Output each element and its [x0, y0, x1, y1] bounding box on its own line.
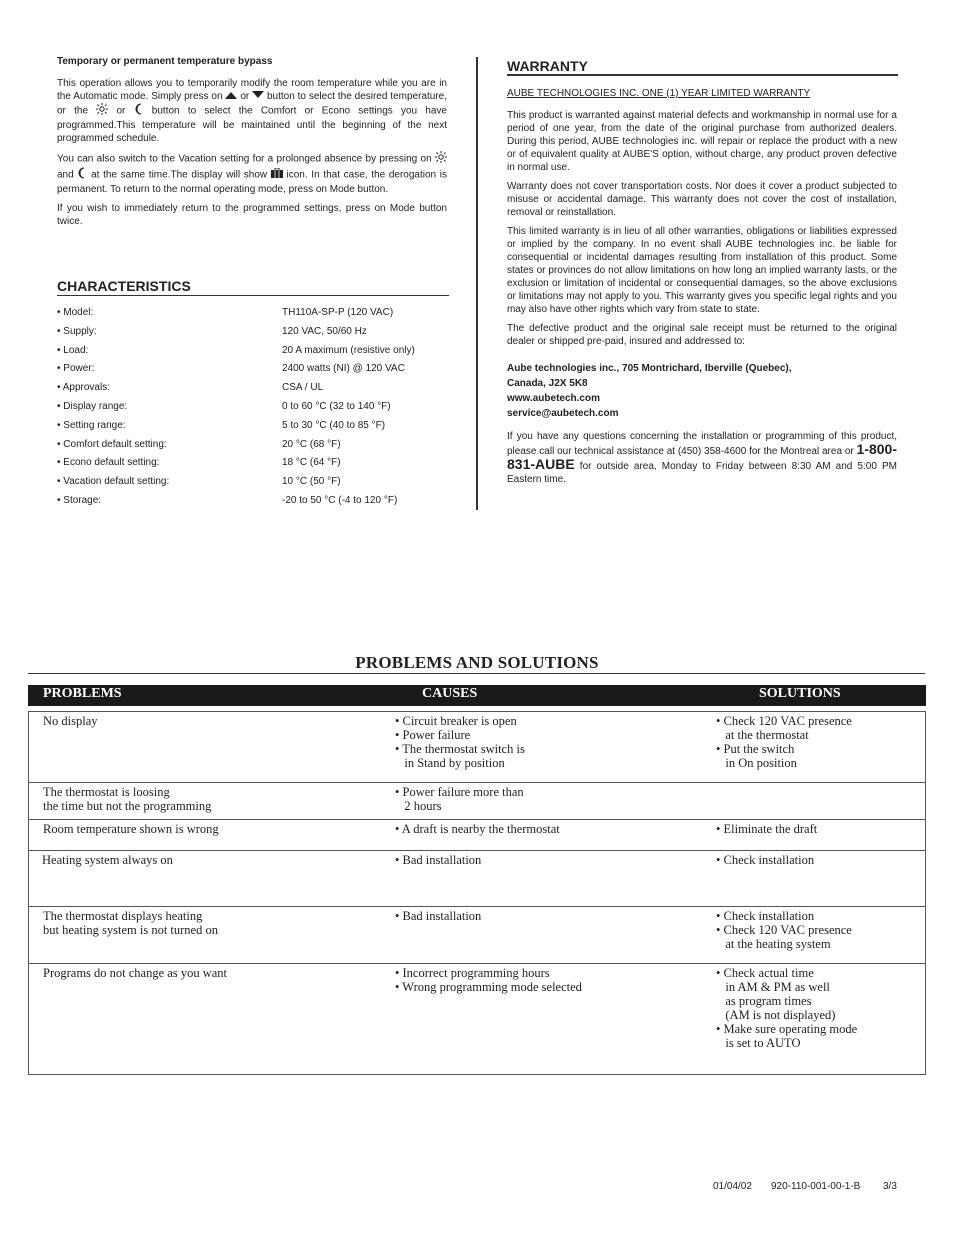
- problems-title: PROBLEMS AND SOLUTIONS: [355, 653, 599, 672]
- characteristic-row: [57, 420, 457, 434]
- warranty-email[interactable]: service@aubetech.com: [507, 408, 619, 419]
- sun-icon: [435, 151, 447, 167]
- problem-cell: Heating system always on: [42, 853, 173, 867]
- warranty-address-1: Aube technologies inc., 705 Montrichard, Iberville (Quebec),: [507, 363, 792, 374]
- suitcase-icon: [271, 168, 283, 182]
- causes-cell: • Bad installation: [395, 853, 482, 867]
- characteristic-label: • Load:: [57, 344, 89, 356]
- characteristic-value: 0 to 60 °C (32 to 140 °F): [282, 401, 391, 412]
- characteristic-row: [57, 439, 457, 453]
- table-row: [28, 966, 925, 1073]
- bypass-p1-c: button to select the Comfort or Econo settings you have programmed.This temperature will be maintained until the beginning of the next programmed schedule.: [57, 105, 447, 145]
- characteristic-value: 20 °C (68 °F): [282, 438, 341, 450]
- warranty-phone: 1-800-831-AUBE: [507, 441, 897, 472]
- bypass-p2-and: and: [57, 169, 74, 181]
- footer-date: 01/04/02: [713, 1181, 752, 1192]
- warranty-subtitle: AUBE TECHNOLOGIES INC. ONE (1) YEAR LIMITED WARRANTY: [507, 88, 811, 99]
- problem-cell: Programs do not change as you want: [43, 966, 227, 980]
- causes-cell: • Circuit breaker is open • Power failure • The thermostat switch is in Stand by position: [395, 714, 525, 770]
- warranty-paragraph-2: Warranty does not cover transportation costs. Nor does it cover a product subjected to misuse or accidental damage. This warranty does not cover the cost of installation, removal or reinstallation.: [507, 181, 897, 218]
- bypass-section: [57, 55, 447, 228]
- solutions-cell: • Check installation • Check 120 VAC presence at the heating system: [716, 909, 852, 951]
- characteristic-value: CSA / UL: [282, 382, 324, 394]
- down-arrow-icon: [252, 90, 264, 103]
- characteristic-label: • Setting range:: [57, 419, 126, 431]
- causes-cell: • Incorrect programming hours • Wrong programming mode selected: [395, 966, 582, 994]
- header-solutions: SOLUTIONS: [759, 686, 841, 701]
- characteristic-row: [57, 345, 457, 359]
- causes-cell: • Bad installation: [395, 909, 482, 923]
- header-causes: CAUSES: [422, 686, 478, 701]
- problems-header-bar: [28, 685, 926, 706]
- characteristic-value: 5 to 30 °C (40 to 85 °F): [282, 419, 386, 431]
- characteristic-label: • Supply:: [57, 325, 97, 337]
- solutions-cell: • Check actual time in AM & PM as well as program times (AM is not displayed) • Make sure operating mode is set to AUTO: [716, 966, 858, 1050]
- problem-cell: The thermostat displays heating but heating system is not turned on: [43, 909, 218, 937]
- characteristic-row: [57, 307, 457, 321]
- warranty-title: WARRANTY: [507, 58, 588, 74]
- sun-icon: [96, 103, 108, 119]
- characteristics-title: CHARACTERISTICS: [57, 278, 191, 294]
- causes-cell: • A draft is nearby the thermostat: [395, 822, 560, 836]
- characteristic-value: 120 VAC, 50/60 Hz: [282, 325, 367, 337]
- characteristic-row: [57, 326, 457, 340]
- header-problems: PROBLEMS: [43, 686, 122, 701]
- bypass-p1-or: or: [240, 91, 250, 103]
- footer-page: 3/3: [883, 1181, 897, 1192]
- bypass-title: Temporary or permanent temperature bypass: [57, 56, 273, 67]
- characteristic-row: [57, 495, 457, 509]
- warranty-paragraph-3: This limited warranty is in lieu of all other warranties, obligations or liabilities expressed or implied by the company. In no event shall AUBE technologies inc. be liable for consequential or incidental damages resulting from installation of this product. Some states or provinces do not allow limitations on how long an implied warranty lasts, or the exclusion or limitation of incidental or consequential damages, so the above exclusions or limitations may not apply to you. This warranty gives you specific legal rights and you may also have other rights which vary from state to state.: [507, 226, 897, 315]
- characteristic-value: 18 °C (64 °F): [282, 457, 341, 469]
- characteristic-label: • Approvals:: [57, 382, 110, 394]
- characteristic-row: [57, 363, 457, 377]
- characteristic-label: • Display range:: [57, 401, 128, 412]
- characteristic-label: • Econo default setting:: [57, 457, 160, 469]
- problem-cell: Room temperature shown is wrong: [43, 822, 219, 836]
- column-divider: [476, 57, 478, 510]
- bypass-p2-b: at the same time.The display will show: [91, 169, 268, 181]
- characteristic-label: • Power:: [57, 363, 95, 375]
- warranty-paragraph-1: This product is warranted against material defects and workmanship in normal use for a period of one year, from the date of the original purchase from authorized dealers. During this period, AUBE technologies inc. will repair or replace the product with a new or of equivalent quality at AUBE'S option, without charge, any product proven defective in normal use.: [507, 110, 897, 173]
- warranty-section: [507, 87, 897, 486]
- bypass-p2-c: icon. In that case, the derogation is permanent. To return to the normal operating mode, press on Mode button.: [57, 169, 448, 196]
- bypass-p1-or2: or: [116, 105, 126, 117]
- problems-title-rule: [28, 673, 925, 674]
- solutions-cell: • Eliminate the draft: [716, 822, 818, 836]
- characteristic-row: [57, 457, 457, 471]
- characteristic-label: • Model:: [57, 307, 94, 318]
- characteristic-row: [57, 476, 457, 490]
- warranty-paragraph-5: [507, 430, 897, 486]
- table-row: [28, 714, 925, 783]
- problem-cell: No display: [43, 714, 98, 728]
- warranty-p5-a: If you have any questions concerning the installation or programming of this product, please call our technical assistance at (450) 358-4600 for the Montreal area or: [507, 431, 897, 457]
- table-row: [28, 853, 925, 907]
- footer-code: 920-110-001-00-1-B: [771, 1181, 861, 1192]
- warranty-address-2: Canada, J2X 5K8: [507, 378, 588, 389]
- bypass-paragraph-1: [57, 77, 447, 145]
- characteristic-value: 10 °C (50 °F): [282, 476, 341, 488]
- characteristic-label: • Storage:: [57, 495, 102, 506]
- characteristic-value: 2400 watts (NI) @ 120 VAC: [282, 363, 405, 375]
- causes-cell: • Power failure more than 2 hours: [395, 785, 524, 813]
- moon-icon: [134, 103, 144, 119]
- solutions-cell: • Check installation: [716, 853, 815, 867]
- up-arrow-icon: [225, 90, 237, 103]
- table-row: [28, 909, 925, 964]
- characteristic-row: [57, 401, 457, 415]
- characteristics-rule: [57, 295, 449, 296]
- warranty-p5-b: for outside area, Monday to Friday between 8:30 AM and 5:00 PM Eastern time.: [507, 461, 897, 485]
- problem-cell: The thermostat is loosing the time but not the programming: [43, 785, 212, 813]
- characteristic-value: 20 A maximum (resistive only): [282, 344, 415, 356]
- bypass-p1-b: button to select the desired temperature, or the: [57, 91, 447, 117]
- warranty-website[interactable]: www.aubetech.com: [507, 393, 600, 404]
- bypass-paragraph-3: If you wish to immediately return to the programmed settings, press on Mode button twice.: [57, 203, 447, 228]
- table-row: [28, 822, 925, 851]
- characteristic-row: [57, 382, 457, 396]
- bypass-paragraph-2: [57, 151, 447, 196]
- solutions-cell: • Check 120 VAC presence at the thermostat • Put the switch in On position: [716, 714, 852, 770]
- table-row: [28, 785, 925, 820]
- bypass-p2-a: You can also switch to the Vacation setting for a prolonged absence by pressing on: [57, 153, 432, 165]
- characteristic-value: TH110A-SP-P (120 VAC): [282, 307, 394, 318]
- warranty-paragraph-4: The defective product and the original sale receipt must be returned to the original dealer or shipped pre-paid, insured and addressed to:: [507, 323, 897, 347]
- characteristic-label: • Vacation default setting:: [57, 476, 170, 488]
- warranty-rule: [507, 74, 898, 76]
- bypass-p1-a: This operation allows you to temporarily modify the room temperature while you are in the Automatic mode. Simply press on: [57, 78, 447, 103]
- characteristic-label: • Comfort default setting:: [57, 438, 167, 450]
- characteristic-value: -20 to 50 °C (-4 to 120 °F): [282, 495, 398, 506]
- moon-icon: [77, 167, 87, 183]
